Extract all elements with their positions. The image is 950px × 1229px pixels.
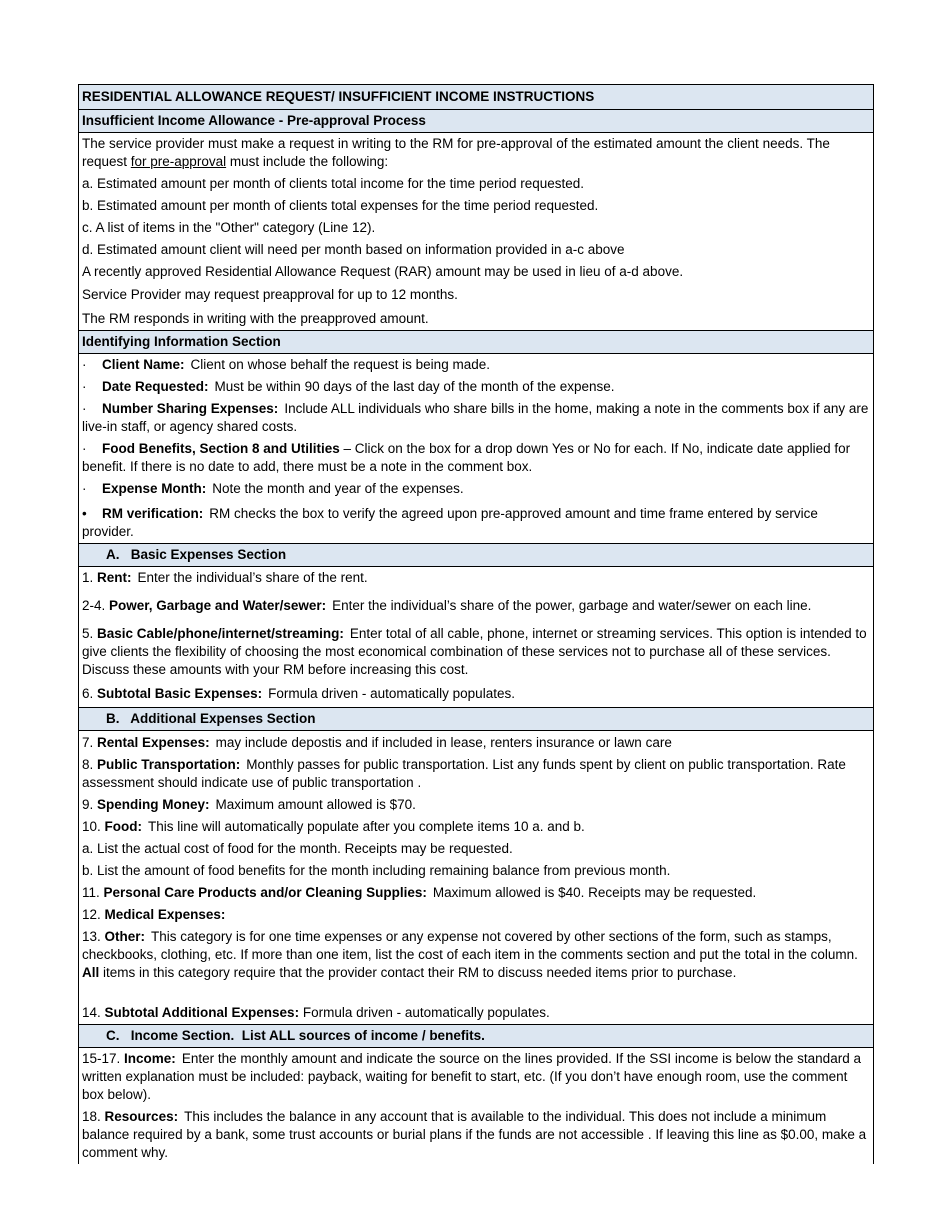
power-row xyxy=(79,591,873,619)
document-title-text: RESIDENTIAL ALLOWANCE REQUEST/ INSUFFICIENT INCOME INSTRUCTIONS xyxy=(82,89,595,104)
instructions-document xyxy=(78,84,874,1164)
income-row xyxy=(79,1048,873,1106)
line-number: 18. xyxy=(82,1109,101,1124)
client-name-row xyxy=(79,354,873,376)
spending-money-row xyxy=(79,794,873,816)
bullet: · xyxy=(82,401,87,416)
response-note: The RM responds in writing with the preapproved amount. xyxy=(79,307,873,331)
line-number: 8. xyxy=(82,757,94,772)
basic-expenses-heading xyxy=(79,544,873,567)
client-name-label: Client Name: xyxy=(102,357,185,372)
intro-text-1: The service provider must make a request in writing to the RM for pre-approval of the estimated amount the client needs. The request xyxy=(82,136,830,169)
personal-care-row xyxy=(79,882,873,904)
resources-label: Resources: xyxy=(104,1109,179,1124)
line-number: 1. xyxy=(82,570,94,585)
rar-note: A recently approved Residential Allowance Request (RAR) amount may be used in lieu of a-d above. xyxy=(82,264,684,279)
line-number: 12. xyxy=(82,907,101,922)
rm-verification-text: RM checks the box to verify the agreed upon pre-approved amount and time frame entered by service provider. xyxy=(82,506,818,539)
rent-label: Rent: xyxy=(97,570,132,585)
income-heading xyxy=(79,1025,873,1048)
other-row xyxy=(79,926,873,1002)
personal-label: Personal Care Products and/or Cleaning Supplies: xyxy=(103,885,427,900)
preapproval-heading-text: Insufficient Income Allowance - Pre-approval Process xyxy=(82,113,426,128)
preapproval-item-c: c. A list of items in the "Other" category (Line 12). xyxy=(82,220,376,235)
food-benefits-text: – Click on the box for a drop down Yes or No for each. If No, indicate date applied for benefit. If there is no date to add, there must be a note in the comment box. xyxy=(82,441,851,474)
expense-month-text: Note the month and year of the expenses. xyxy=(212,481,464,496)
public-transportation-row xyxy=(79,754,873,794)
number-sharing-text: Include ALL individuals who share bills in the home, making a note in the comments box if any are live-in staff, or agency shared costs. xyxy=(82,401,869,434)
transport-label: Public Transportation: xyxy=(97,757,241,772)
cable-text: Enter total of all cable, phone, internet or streaming services. This option is intended to give clients the flexibility of choosing the most economical combination of these services not to purchase all of these services. Discuss these amounts with your RM before increasing this cost. xyxy=(82,626,867,677)
food-row xyxy=(79,816,873,838)
line-number: 9. xyxy=(82,797,94,812)
bullet: • xyxy=(82,506,87,521)
preapproval-item-d: d. Estimated amount client will need per month based on information provided in a-c above xyxy=(82,242,625,257)
date-requested-label: Date Requested: xyxy=(102,379,209,394)
cable-label: Basic Cable/phone/internet/streaming: xyxy=(97,626,344,641)
intro-underlined: for pre-approval xyxy=(130,154,227,169)
food-item-b: b. List the amount of food benefits for the month including remaining balance from previous month. xyxy=(82,863,671,878)
resources-row xyxy=(79,1106,873,1164)
food-label: Food: xyxy=(104,819,143,834)
line-number: 2-4. xyxy=(82,598,106,613)
additional-expenses-heading xyxy=(79,708,873,731)
line-number: 15-17. xyxy=(82,1051,121,1066)
power-label: Power, Garbage and Water/sewer: xyxy=(109,598,327,613)
rent-text: Enter the individual’s share of the rent. xyxy=(137,570,368,585)
preapproval-item-a: a. Estimated amount per month of clients total income for the time period requested. xyxy=(82,176,585,191)
rm-verification-label: RM verification: xyxy=(102,506,204,521)
medical-expenses-row xyxy=(79,904,873,926)
rental-expenses-row xyxy=(79,731,873,754)
expense-month-row xyxy=(79,478,873,500)
food-benefits-row xyxy=(79,438,873,478)
rental-text: may include depostis and if included in lease, renters insurance or lawn care xyxy=(215,735,672,750)
basic-expenses-heading-text: A. Basic Expenses Section xyxy=(106,547,287,562)
income-text: Enter the monthly amount and indicate the source on the lines provided. If the SSI income is below the standard a written explanation must be included: payback, waiting for benefit to start, etc. (If you don’t have enough room, use the comment box below). xyxy=(82,1051,861,1102)
preapproval-heading xyxy=(79,110,873,133)
other-text-1: This category is for one time expenses or any expense not covered by other sections of the form, such as stamps, checkbooks, clothing, etc. If more than one item, list the cost of each item in the comments section and put the total in the column. xyxy=(82,929,858,962)
spending-label: Spending Money: xyxy=(97,797,210,812)
power-text: Enter the individual’s share of the power, garbage and water/sewer on each line. xyxy=(332,598,812,613)
identifying-heading-text: Identifying Information Section xyxy=(82,334,281,349)
cable-row xyxy=(79,619,873,683)
number-sharing-row xyxy=(79,398,873,438)
line-number: 5. xyxy=(82,626,94,641)
identifying-heading xyxy=(79,331,873,354)
line-number: 7. xyxy=(82,735,94,750)
bullet: · xyxy=(82,481,87,496)
document-title xyxy=(79,85,873,110)
rental-label: Rental Expenses: xyxy=(97,735,210,750)
line-number: 11. xyxy=(82,885,100,900)
income-heading-text: C. Income Section. List ALL sources of income / benefits. xyxy=(106,1028,485,1043)
preapproval-intro xyxy=(79,133,873,173)
date-requested-text: Must be within 90 days of the last day of the month of the expense. xyxy=(214,379,615,394)
line-number: 10. xyxy=(82,819,101,834)
resources-text: This includes the balance in any account that is available to the individual. This does not include a minimum balance required by a bank, some trust accounts or burial plans if the funds are not accessible . If leaving this line as $0.00, make a comment why. xyxy=(82,1109,867,1160)
spending-text: Maximum amount allowed is $70. xyxy=(215,797,416,812)
other-text-2: items in this category require that the provider contact their RM to discuss needed items prior to purchase. xyxy=(99,965,737,980)
additional-subtotal-text: Formula driven - automatically populates. xyxy=(302,1005,550,1020)
months-note: Service Provider may request preapproval for up to 12 months. xyxy=(82,287,458,302)
other-label: Other: xyxy=(104,929,146,944)
expense-month-label: Expense Month: xyxy=(102,481,207,496)
personal-text: Maximum allowed is $40. Receipts may be requested. xyxy=(432,885,757,900)
food-item-a: a. List the actual cost of food for the month. Receipts may be requested. xyxy=(82,841,513,856)
food-benefits-label: Food Benefits, Section 8 and Utilities xyxy=(102,441,340,456)
intro-text-2: must include the following: xyxy=(226,154,389,169)
line-number: 6. xyxy=(82,686,94,701)
bullet: · xyxy=(82,357,87,372)
food-text: This line will automatically populate after you complete items 10 a. and b. xyxy=(148,819,585,834)
additional-expenses-heading-text: B. Additional Expenses Section xyxy=(106,711,316,726)
bullet: · xyxy=(82,441,87,456)
additional-subtotal-label: Subtotal Additional Expenses: xyxy=(104,1005,300,1020)
transport-text: Monthly passes for public transportation. List any funds spent by client on public transportation. Rate assessment should indicate use of public transportation . xyxy=(82,757,846,790)
line-number: 14. xyxy=(82,1005,101,1020)
basic-subtotal-row xyxy=(79,683,873,708)
other-all: All xyxy=(82,965,100,980)
date-requested-row xyxy=(79,376,873,398)
income-label: Income: xyxy=(124,1051,176,1066)
basic-subtotal-text: Formula driven - automatically populates. xyxy=(268,686,515,701)
rent-row xyxy=(79,567,873,591)
bullet: · xyxy=(82,379,87,394)
additional-subtotal-row xyxy=(79,1002,873,1025)
line-number: 13. xyxy=(82,929,101,944)
number-sharing-label: Number Sharing Expenses: xyxy=(102,401,279,416)
preapproval-item-b: b. Estimated amount per month of clients total expenses for the time period requested. xyxy=(82,198,599,213)
rm-verification-row xyxy=(79,500,873,544)
medical-label: Medical Expenses: xyxy=(104,907,226,922)
client-name-text: Client on whose behalf the request is being made. xyxy=(190,357,490,372)
basic-subtotal-label: Subtotal Basic Expenses: xyxy=(97,686,263,701)
